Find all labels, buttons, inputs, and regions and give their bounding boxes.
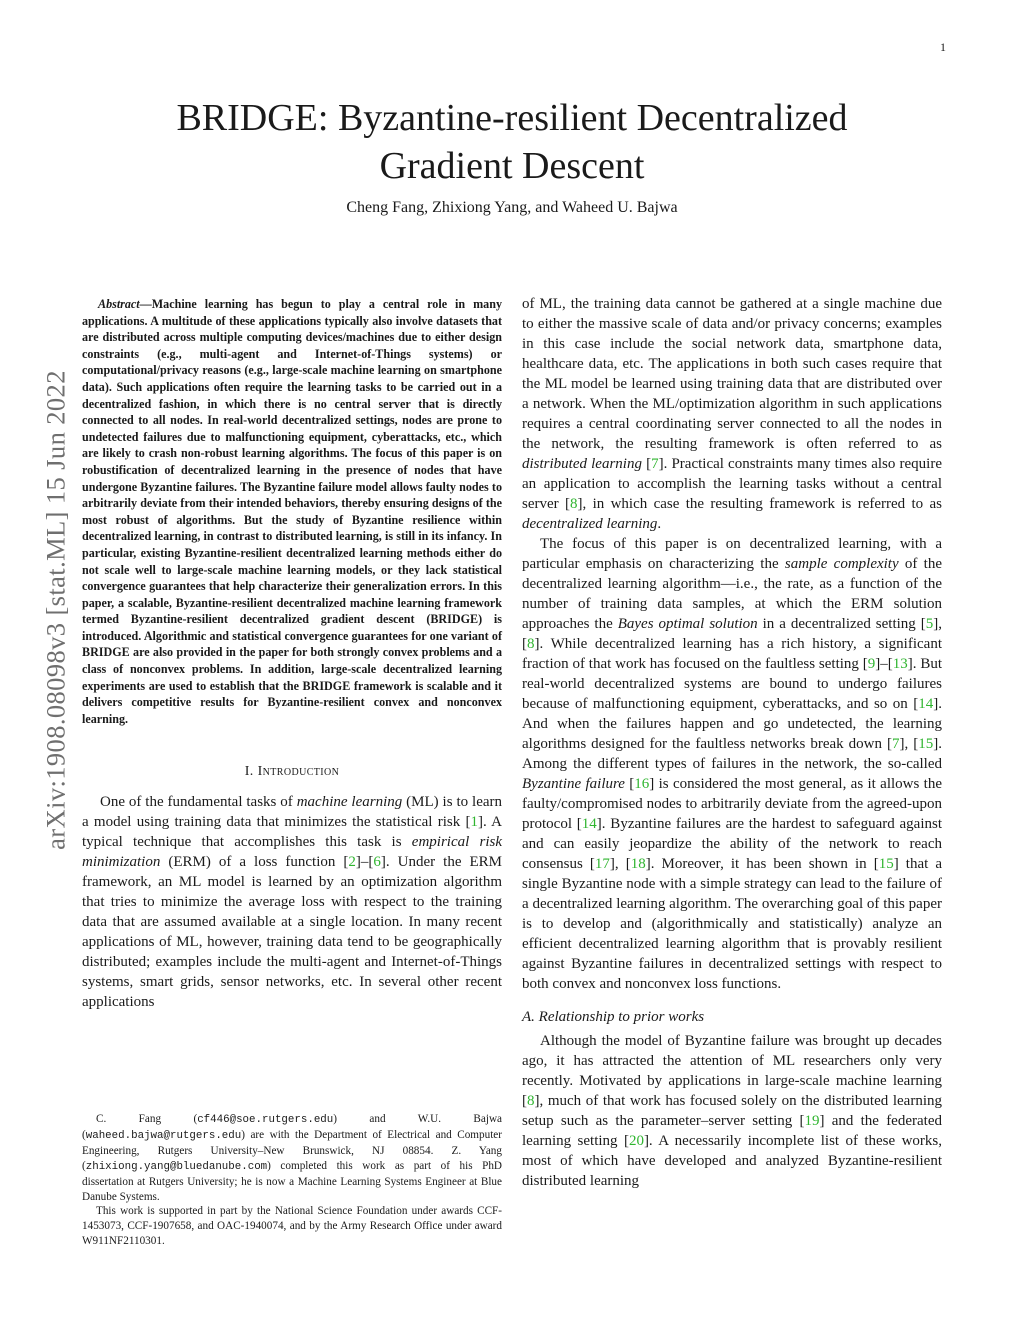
citation-link[interactable]: 8 (527, 1093, 535, 1109)
citation-link[interactable]: 8 (527, 636, 535, 652)
text-run: ]. A necessarily incomplete list of these works, most of which have developed and analyzed Byzantine-resilient distributed learning (522, 1133, 942, 1189)
text-run: ]. But real-world decentralized systems are bound to undergo failures because of malfunctioning equipment, cyberattacks, and so on [ (522, 656, 943, 712)
text-run: The focus of this paper is on decentralized learning, with a particular emphasis on characterizing the (522, 536, 942, 572)
abstract (82, 296, 502, 727)
emphasis: empirical risk minimization (82, 834, 502, 871)
text-run: ]. Moreover, it has been shown in [ (645, 856, 879, 872)
email-link[interactable]: zhixiong.yang@bluedanube.com (85, 1160, 268, 1173)
emphasis: Bayes optimal solution (617, 616, 758, 632)
email-link[interactable]: cf446@soe.rutgers.edu (197, 1114, 334, 1126)
text-run: ]. Among the different types of failures in the network, the so-called (522, 736, 942, 772)
text-run: (ML) is to learn a model using training data that minimizes the statistical risk [ (82, 794, 503, 831)
subsection-heading-prior-works: A. Relationship to prior works (522, 1009, 705, 1025)
citation-link[interactable]: 14 (918, 696, 934, 712)
citation-link[interactable]: 19 (804, 1113, 820, 1129)
intro-paragraph-1-continued (522, 294, 942, 534)
text-run: ) completed this work as part of his PhD dissertation at Rutgers University; he is now a Machine Learning Systems Engineer at Blue Danube Systems. (82, 1159, 502, 1203)
text-run: ]. Under the ERM framework, an ML model is learned by an optimization algorithm that tries to minimize the average loss with respect to the training data that are assumed available at a single location. In many recent applications of ML, however, training data tend to be geographically distributed; examples include the multi-agent and Internet-of-Things systems, smart grids, sensor networks, etc. In several other recent applications (82, 854, 502, 1011)
abstract-label: Abstract (98, 297, 140, 311)
text-run: ], much of that work has focused solely on the distributed learning setup such as the parameter–server setting [ (522, 1093, 942, 1129)
section-heading-introduction (82, 764, 502, 780)
footnote-affiliations (82, 1112, 502, 1204)
text-run: ]–[ (355, 854, 374, 871)
text-run: ], [ (899, 736, 919, 752)
text-run: [ (641, 456, 652, 472)
paper-title: BRIDGE: Byzantine-resilient Decentralized Gradient Descent (176, 97, 848, 187)
citation-link[interactable]: 9 (867, 656, 876, 672)
text-run: ) are with the Department of Electrical and Computer Engineering, Rutgers University–New Brunswick, NJ 08854. Z. Yang ( (82, 1128, 502, 1172)
citation-link[interactable]: 8 (569, 496, 578, 512)
text-run: ] is considered the most general, as it allows the faulty/compromised nodes to arbitrarily deviate from the agreed-upon protocol [ (522, 776, 942, 832)
text-run: ] and the federated learning setting [ (522, 1113, 942, 1149)
intro-paragraph-2 (522, 534, 942, 994)
emphasis: machine learning (296, 794, 403, 811)
text-run: . (657, 516, 662, 532)
citation-link[interactable]: 17 (594, 856, 610, 872)
text-run: ], in which case the resulting framework is referred to as (577, 496, 942, 512)
citation-link[interactable]: 7 (891, 736, 900, 752)
text-run: ]. Practical constraints many times also require an application to accomplish the learning tasks without a central server [ (522, 456, 942, 512)
section-numeral: I. (244, 764, 254, 780)
text-run: ]. And when the failures happen and go undetected, the learning algorithms designed for the faultless networks break down [ (522, 696, 942, 752)
emphasis: sample complexity (784, 556, 899, 572)
email-link[interactable]: waheed.bajwa@rutgers.edu (85, 1129, 242, 1142)
text-run: ] that a single Byzantine node with a simple strategy can lead to the failure of a decentralized learning algorithm. The overarching goal of this paper is to develop and (algorithmically and statistically) analyze an efficient decentralized learning algorithm that is provably resilient against Byzantine failures in decentralized settings with respect to both convex and nonconvex loss functions. (522, 856, 943, 992)
text-run: ]. While decentralized learning has a rich history, a significant fraction of that work has focused on the faultless setting [ (522, 636, 942, 672)
emphasis: Byzantine failure (522, 776, 625, 792)
emphasis: decentralized learning (522, 516, 658, 532)
citation-link[interactable]: 5 (925, 616, 934, 632)
citation-link[interactable]: 13 (892, 656, 908, 672)
text-run: ], [ (522, 616, 942, 652)
text-run: ]. Byzantine failures are the hardest to safeguard against and can easily jeopardize the ability of the network to reach consensus [ (522, 816, 943, 872)
citation-link[interactable]: 7 (651, 456, 659, 472)
text-run: ) and W.U. Bajwa ( (82, 1113, 502, 1141)
page-number: 1 (940, 40, 946, 54)
footnote-funding: This work is supported in part by the National Science Foundation under awards CCF-1453073, CCF-1907658, and OAC-1940074, and by the Army Research Office under award W911NF2110301. (82, 1205, 502, 1248)
author-list: Cheng Fang, Zhixiong Yang, and Waheed U. Bajwa (346, 199, 678, 216)
text-run: ], [ (609, 856, 631, 872)
citation-link[interactable]: 16 (634, 776, 650, 792)
text-run: of ML, the training data cannot be gathered at a single machine due to either the massive scale of data and/or privacy concerns; examples in this case include the social network data, smartphone data, healthcare data, etc. The applications in both such cases require that the ML model be learned using training data that are distributed over a network. When the ML/optimization algorithm in such applications requires a central coordinating server connected to all the nodes in the network, the resulting framework is often referred to as (522, 296, 942, 452)
text-run: of the decentralized learning algorithm—i.e., the rate, as a function of the number of training data samples, at which the ERM solution approaches the (522, 556, 942, 632)
text-run: Although the model of Byzantine failure was brought up decades ago, it has attracted the attention of ML researchers only very recently. Motivated by applications in large-scale machine learning [ (522, 1033, 942, 1109)
prior-works-paragraph-1 (522, 1031, 942, 1191)
footnotes (82, 1112, 502, 1249)
citation-link[interactable]: 18 (630, 856, 646, 872)
left-column (82, 296, 502, 1012)
citation-link[interactable]: 15 (918, 736, 934, 752)
text-run: C. Fang ( (96, 1113, 198, 1125)
right-column (522, 294, 942, 1191)
citation-link[interactable]: 20 (628, 1133, 644, 1149)
citation-link[interactable]: 6 (373, 854, 381, 871)
citation-link[interactable]: 2 (348, 854, 356, 871)
citation-link[interactable]: 15 (878, 856, 894, 872)
arxiv-identifier-stamp: arXiv:1908.08098v3 [stat.ML] 15 Jun 2022 (40, 370, 71, 850)
text-run: ]. A typical technique that accomplishes this task is (82, 814, 503, 851)
citation-link[interactable]: 14 (581, 816, 597, 832)
text-run: [ (624, 776, 635, 792)
text-run: One of the fundamental tasks of (100, 794, 297, 811)
text-run: (ERM) of a loss function [ (160, 854, 349, 871)
text-run: ]–[ (875, 656, 893, 672)
emphasis: distributed learning (522, 456, 642, 472)
text-run: in a decentralized setting [ (757, 616, 926, 632)
abstract-text: —Machine learning has begun to play a central role in many applications. A multitude of these applications typically also involve datasets that are distributed across multiple computing devices/machines due to either design constraints (e.g., multi-agent and Internet-of-Things systems) or computational/privacy reasons (e.g., large-scale machine learning on smartphone data). Such applications often require the learning tasks to be carried out in a decentralized fashion, in which there is no central server that is directly connected to all nodes. In real-world decentralized settings, nodes are prone to undetected failures due to malfunctioning equipment, cyberattacks, etc., which are likely to crash non-robust learning algorithms. The focus of this paper is on robustification of decentralized learning in the presence of nodes that have undergone Byzantine failures. The Byzantine failure model allows faulty nodes to arbitrarily deviate from their intended behaviors, thereby ensuring designs of the most robust of algorithms. But the study of Byzantine resilience within decentralized learning, in contrast to distributed learning, is still in its infancy. In particular, existing Byzantine-resilient decentralized learning methods either do not scale well to large-scale machine learning models, or they lack statistical convergence guarantees that help characterize their generalization errors. In this paper, a scalable, Byzantine-resilient decentralized machine learning framework termed Byzantine-resilient decentralized gradient descent (BRIDGE) is introduced. Algorithmic and statistical convergence guarantees for one variant of BRIDGE are also provided in the paper for both strongly convex problems and a class of nonconvex problems. In addition, large-scale decentralized learning experiments are used to establish that the BRIDGE framework is scalable and it delivers competitive results for Byzantine-resilient convex and nonconvex learning. (82, 297, 502, 726)
intro-paragraph-1 (82, 792, 502, 1012)
citation-link[interactable]: 1 (470, 814, 478, 831)
section-title: Introduction (257, 764, 340, 780)
